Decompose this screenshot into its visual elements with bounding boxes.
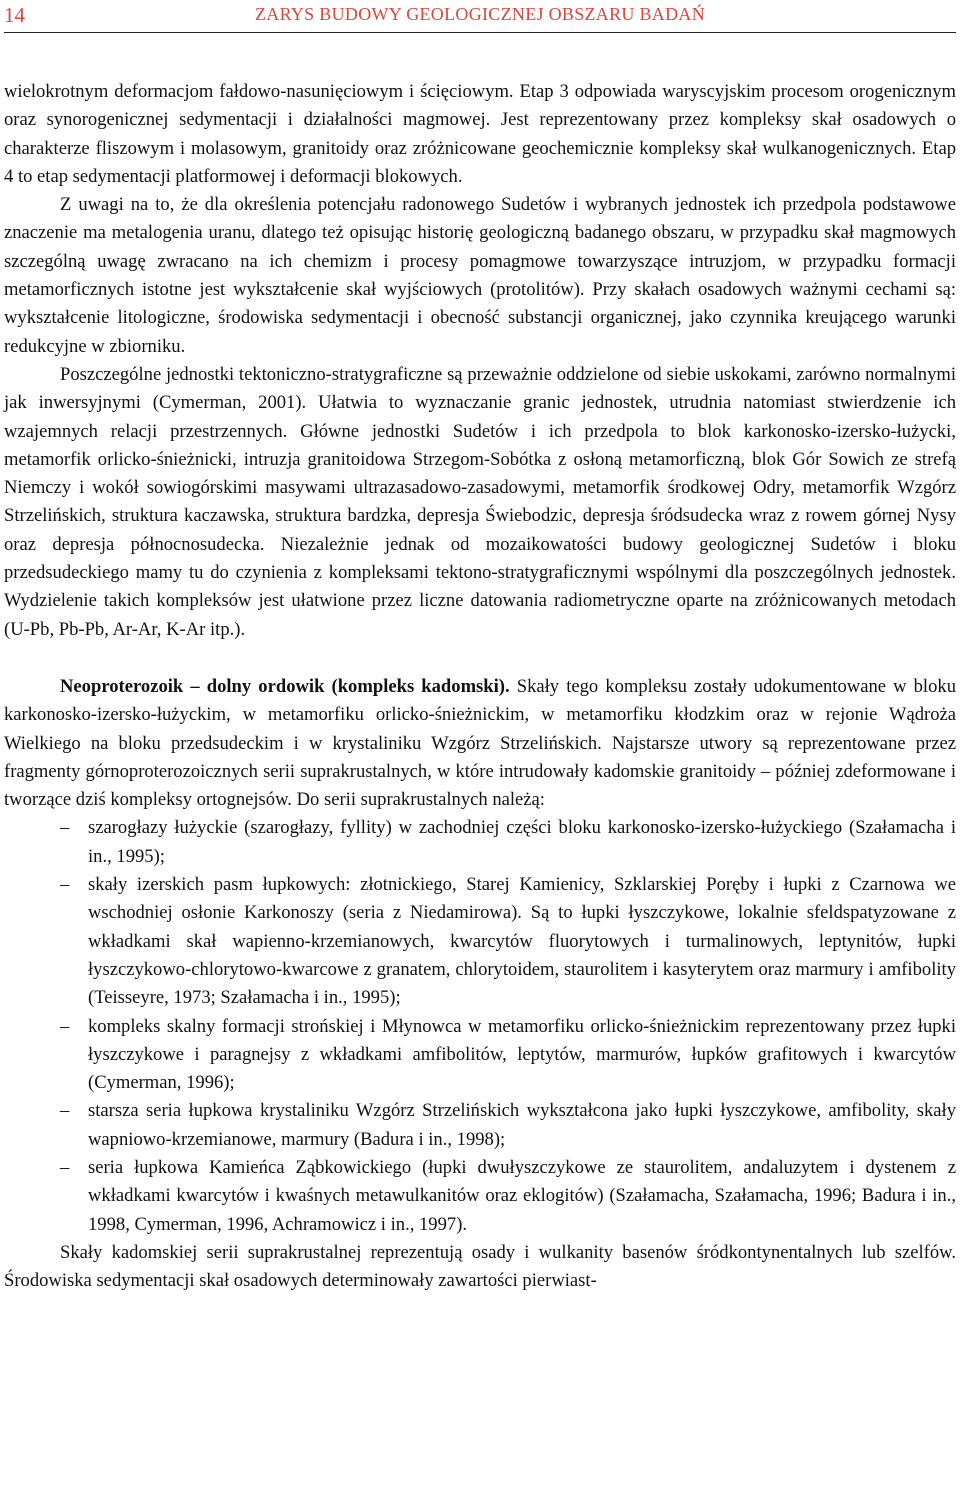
paragraph-tectonic-units: Poszczególne jednostki tektoniczno-stratygraficzne są przeważnie oddzielone od siebie uskokami, zarówno normalnymi jak inwersyjnymi (Cymerman, 2001). Ułatwia to wyznaczanie granic jednostek, utrudnia natomiast stwierdzenie ich wzajemnych relacji przestrzennych. Główne jednostki Sudetów i ich przedpola to blok karkonosko-izersko-łużycki, metamorfik orlicko-śnieżnicki, intruzja granitoidowa Strzegom-Sobótka z osłoną metamorficzną, blok Gór Sowich ze strefą Niemczy i wokół sowiogórskimi masywami ultrazasadowo-zasadowymi, metamorfik środkowej Odry, metamorfik Wzgórz Strzelińskich, struktura kaczawska, struktura bardzka, depresja Świebodzic, depresja śródsudecka wraz z rowem górnej Nysy oraz depresja północnosudecka. Niezależnie jednak od mozaikowatości budowy geologicznej Sudetów i bloku przedsudeckiego mamy tu do czynienia z kompleksami tektono-stratygraficznymi wspólnymi dla poszczególnych jednostek. Wydzielenie takich kompleksów jest ułatwione przez liczne datowania radiometryczne oparte na zróżnicowanych metodach (U-Pb, Pb-Pb, Ar-Ar, K-Ar itp.). — [4, 363, 956, 640]
section-text: Skały tego kompleksu zostały udokumentowane w bloku karkonosko-izersko-łużyckim, w metamorfiku orlicko-śnieżnickim, w metamorfiku kłodzkim oraz w rejonie Wądroża Wielkiego na bloku przedsudeckim i w krystaliniku Wzgórz Strzelińskich. Najstarsze utwory są reprezentowane przez fragmenty górnoproterozoicznych serii suprakrustalnych, w które intrudowały kadomskie granitoidy – później zdeformowane i tworzące dziś kompleksy ortognejsów. Do serii suprakrustalnych należą: — [4, 675, 956, 811]
page-number: 14 — [4, 3, 25, 27]
list-item: – kompleks skalny formacji strońskiej i Młynowca w metamorfiku orlicko-śnieżnickim reprezentowany przez łupki łyszczykowe i paragnejsy z wkładkami amfibolitów, leptytów, marmurów, łupków grafitowych i kwarcytów (Cymerman, 1996); — [4, 1013, 956, 1098]
suprakrustal-series-list — [4, 814, 956, 1238]
section-paragraph-cadomian — [4, 673, 956, 814]
paragraph-radon-potential: Z uwagi na to, że dla określenia potencjału radonowego Sudetów i wybranych jednostek ich przedpola podstawowe znaczenie ma metalogenia uranu, dlatego też opisując historię geologiczną badanego obszaru, w przypadku skał magmowych szczególną uwagę zwracano na ich chemizm i procesy pomagmowe towarzyszące intruzjom, w przypadku formacji metamorficznych istotne jest wykształcenie skał wyjściowych (protolitów). Przy skałach osadowych ważnymi cechami są: wykształcenie litologiczne, środowiska sedymentacji i obecność substancji organicznej, jako czynnika kreującego warunki redukcyjne w zbiorniku. — [4, 194, 956, 357]
paragraph-continuation: wielokrotnym deformacjom fałdowo-nasunięciowym i ścięciowym. Etap 3 odpowiada waryscyjskim procesom orogenicznym oraz synorogenicznej sedymentacji i działalności magmowej. Jest reprezentowany przez kompleksy skał osadowych o charakterze fliszowym i molasowym, granitoidy oraz zróżnicowane geochemicznie kompleksy skał wulkanogenicznych. Etap 4 to etap sedymentacji platformowej i deformacji blokowych. — [4, 81, 956, 187]
list-item: – szarogłazy łużyckie (szarogłazy, fyllity) w zachodniej części bloku karkonosko-izersko-łużyckiego (Szałamacha i in., 1995); — [4, 814, 956, 871]
paragraph-closing: Skały kadomskiej serii suprakrustalnej reprezentują osady i wulkanity basenów śródkontynentalnych lub szelfów. Środowiska sedymentacji skał osadowych determinowały zawartości pierwiast- — [4, 1241, 956, 1292]
document-body — [4, 78, 956, 1295]
page-header — [4, 0, 956, 33]
list-item: – seria łupkowa Kamieńca Ząbkowickiego (łupki dwułyszczykowe ze staurolitem, andaluzytem i dystenem z wkładkami kwarcytów i kwaśnych metawulkanitów oraz eklogitów) (Szałamacha, Szałamacha, 1996; Badura i in., 1998, Cymerman, 1996, Achramowicz i in., 1997). — [4, 1154, 956, 1239]
running-title: ZARYS BUDOWY GEOLOGICZNEJ OBSZARU BADAŃ — [254, 4, 706, 24]
section-title: Neoproterozoik – dolny ordowik (kompleks kadomski). — [60, 675, 510, 697]
list-item: – starsza seria łupkowa krystaliniku Wzgórz Strzelińskich wykształcona jako łupki łyszczykowe, amfibolity, skały wapniowo-krzemianowe, marmury (Badura i in., 1998); — [4, 1097, 956, 1154]
list-item: – skały izerskich pasm łupkowych: złotnickiego, Starej Kamienicy, Szklarskiej Poręby i łupki z Czarnowa we wschodniej osłonie Karkonoszy (seria z Niedamirowa). Są to łupki łyszczykowe, lokalnie sfeldspatyzowane z wkładkami skał wapienno-krzemianowych, kwarcytów fluorytowych i turmalinowych, leptynitów, łupki łyszczykowo-chlorytowo-kwarcowe z granatem, chlorytoidem, staurolitem i kasyterytem oraz marmury i amfibolity (Teisseyre, 1973; Szałamacha i in., 1995); — [4, 871, 956, 1012]
